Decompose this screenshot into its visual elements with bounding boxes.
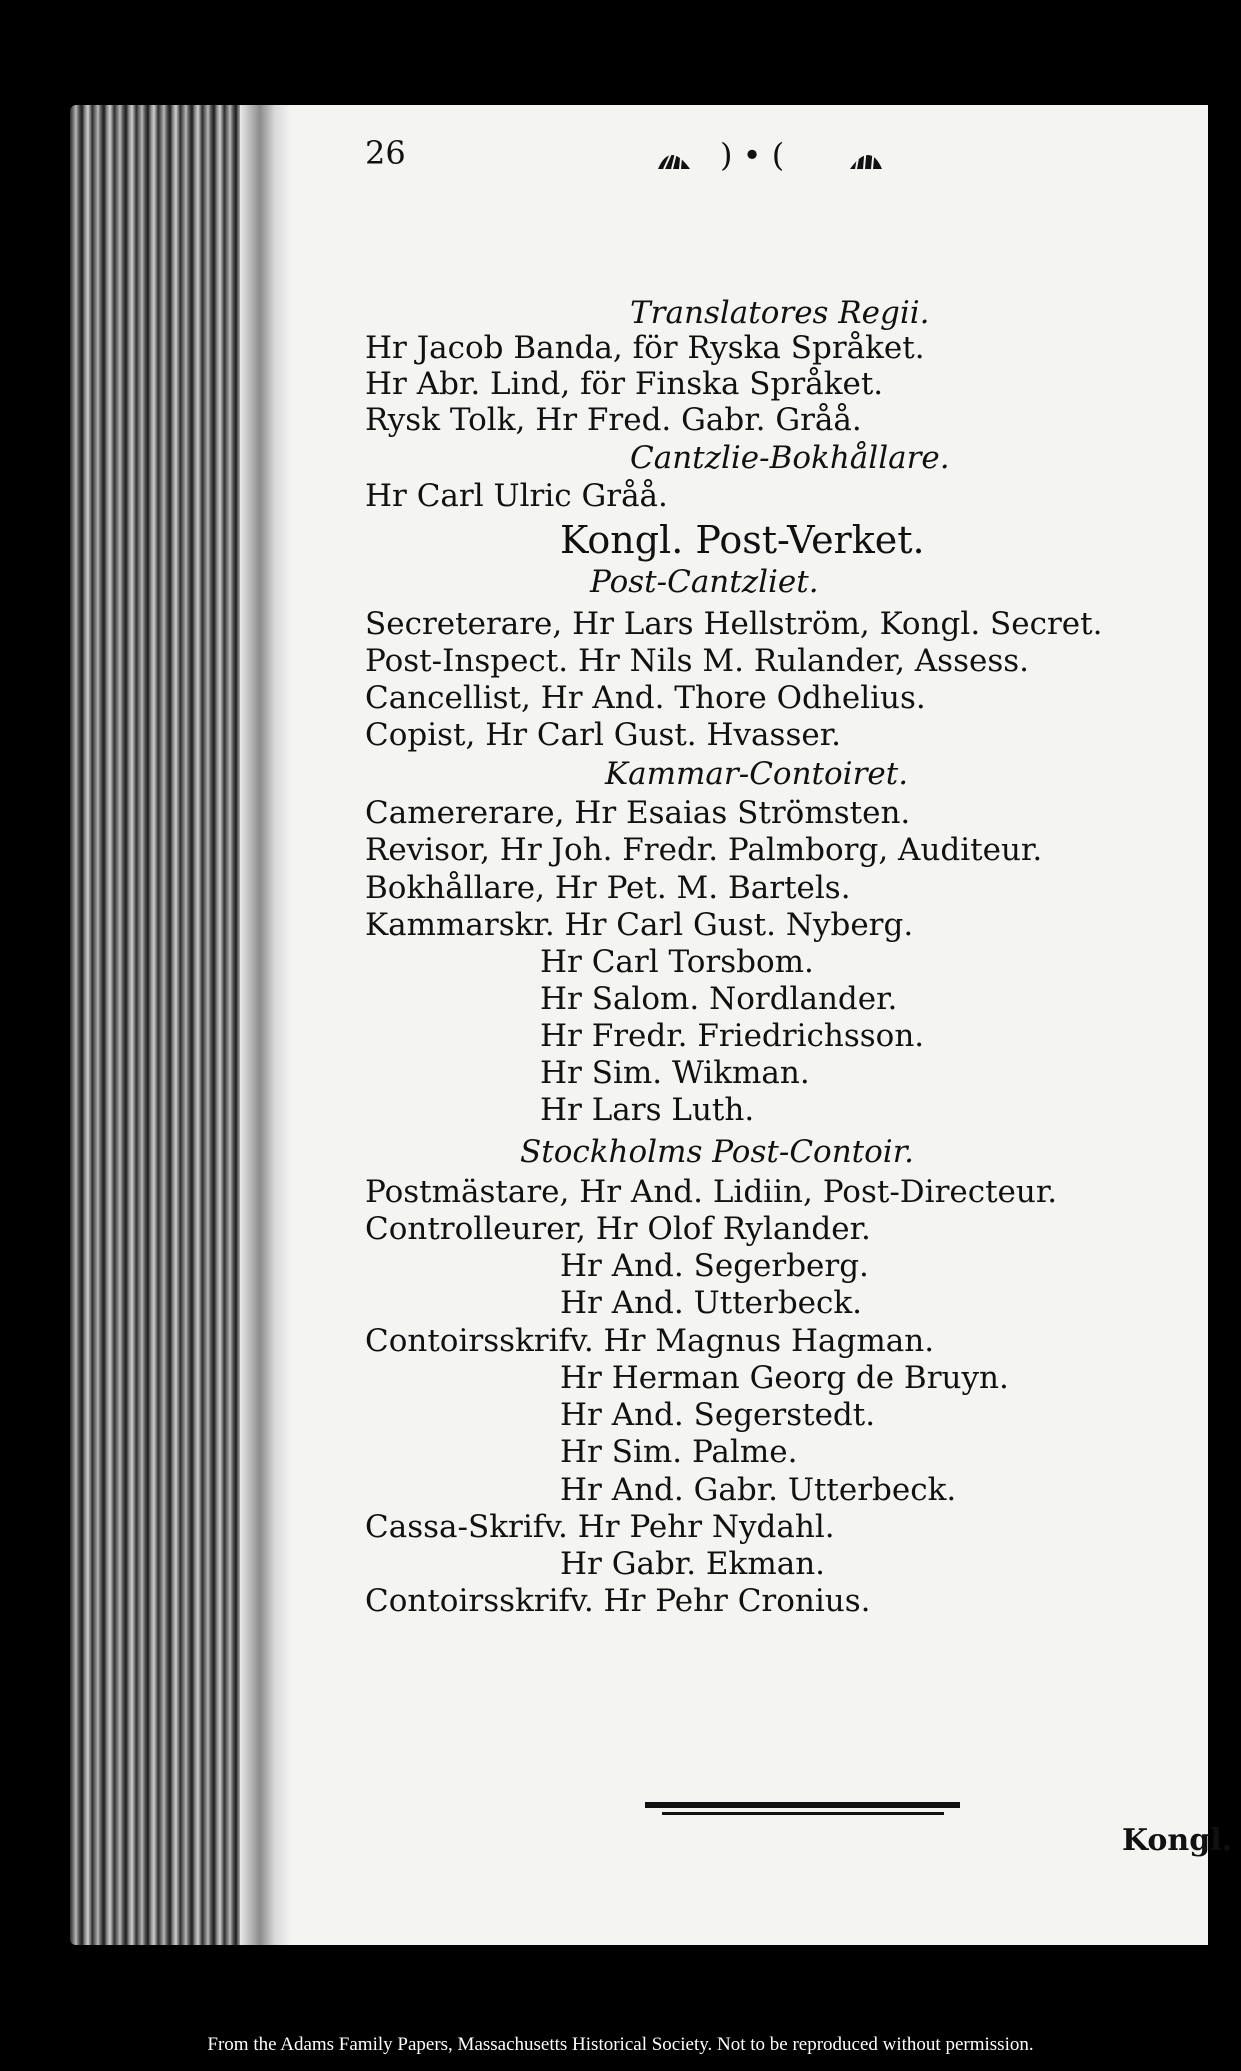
text-line: Contoirsskrifv. Hr Magnus Hagman. (365, 1323, 935, 1359)
section-heading: Kongl. Post-Verket. (560, 518, 925, 562)
ornament-text: ) • ( (720, 136, 785, 174)
text-line: Controlleurer, Hr Olof Rylander. (365, 1211, 871, 1247)
text-line: Hr Abr. Lind, för Finska Språket. (365, 366, 884, 402)
text-line: Hr Gabr. Ekman. (560, 1546, 826, 1582)
text-line: Hr And. Gabr. Utterbeck. (560, 1472, 957, 1508)
text-line: Hr Lars Luth. (540, 1092, 755, 1128)
text-line: Revisor, Hr Joh. Fredr. Palmborg, Auditeur. (365, 832, 1043, 868)
book-page (290, 105, 1233, 1945)
text-line: Kammarskr. Hr Carl Gust. Nyberg. (365, 907, 914, 943)
text-line: Copist, Hr Carl Gust. Hvasser. (365, 717, 841, 753)
text-line: Hr And. Segerberg. (560, 1248, 869, 1284)
section-heading: Translatores Regii. (630, 295, 930, 331)
text-line: Contoirsskrifv. Hr Pehr Cronius. (365, 1583, 871, 1619)
text-line: Hr And. Utterbeck. (560, 1285, 863, 1321)
page-number: 26 (365, 134, 406, 172)
text-line: Postmästare, Hr And. Lidiin, Post-Directeur. (365, 1174, 1058, 1210)
copyright-footer: From the Adams Family Papers, Massachusetts Historical Society. Not to be reproduced without permission. (207, 2034, 1034, 2055)
catchword: Kongl. (1122, 1823, 1233, 1858)
text-line: Hr Carl Ulric Gråå. (365, 478, 668, 514)
text-line: Secreterare, Hr Lars Hellström, Kongl. Secret. (365, 606, 1103, 642)
text-line: Hr Sim. Palme. (560, 1434, 798, 1470)
text-line: Bokhållare, Hr Pet. M. Bartels. (365, 870, 851, 906)
text-line: Post-Inspect. Hr Nils M. Rulander, Assess. (365, 643, 1030, 679)
text-line: Cancellist, Hr And. Thore Odhelius. (365, 680, 926, 716)
text-line: Camererare, Hr Esaias Strömsten. (365, 795, 911, 831)
section-heading: Cantzlie-Bokhållare. (630, 440, 950, 476)
section-heading: Post-Cantzliet. (590, 564, 819, 600)
text-line: Hr Herman Georg de Bruyn. (560, 1360, 1009, 1396)
text-line: Hr Jacob Banda, för Ryska Språket. (365, 330, 925, 366)
book-gutter (240, 105, 290, 1945)
text-line: Hr Fredr. Friedrichsson. (540, 1018, 925, 1054)
rule-divider-thin (662, 1812, 944, 1815)
text-line: Hr Carl Torsbom. (540, 944, 814, 980)
text-line: Rysk Tolk, Hr Fred. Gabr. Gråå. (365, 402, 862, 438)
section-heading: Stockholms Post-Contoir. (520, 1134, 914, 1170)
section-heading: Kammar-Contoiret. (605, 756, 909, 792)
text-line: Hr Sim. Wikman. (540, 1055, 810, 1091)
text-line: Cassa-Skrifv. Hr Pehr Nydahl. (365, 1509, 835, 1545)
text-line: Hr And. Segerstedt. (560, 1397, 876, 1433)
text-line: Hr Salom. Nordlander. (540, 981, 898, 1017)
rule-divider (645, 1802, 960, 1808)
